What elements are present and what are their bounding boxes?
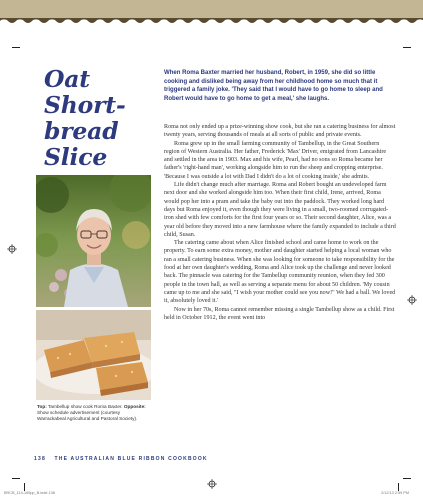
- page-number: 138: [34, 456, 46, 462]
- crop-mark: [12, 47, 20, 48]
- photo-caption: [37, 404, 149, 422]
- title-line: bread: [44, 117, 119, 145]
- body-paragraph: Roma grew up in the small farming community of Tambellup, in the Great Southern region of Western Australia. Her father, Frederick 'Max' Driver, emigrated from Lancashire and settled in the area in 1903. Max and his wife, Pearl, had no sons so Roma became her father's 'right-hand man', working alongside him to run the sheep and cropping enterprise. 'Because I was outside a lot with Dad I didn't do a lot of cooking inside,' she admits.: [164, 140, 387, 180]
- body-paragraph: The catering came about when Alice finished school and came home to work on the property. To earn some extra money, mother and daughter started helping a local woman who ran a small catering business. When she was looking for someone to take responsibility for the food at her own daughter's wedding, Roma and Alice took up the challenge and never looked back. The pinnacle was catering for the Tambellup community reunion, when they fed 300 people in the town hall, as well as serving a separate menu for about 50 children. 'My cousin came up to me and she said, "I wish your mother could see you now!" We had a ball. We loved it, absolutely loved it.': [164, 240, 396, 305]
- caption-text: Show schedule advertisement (courtesy Warrackabeal Agricultural and Pastoral Society).: [37, 410, 138, 422]
- article-body: [164, 123, 396, 322]
- registration-mark-icon: [207, 479, 217, 489]
- crop-mark: [398, 483, 399, 491]
- body-paragraph: Now in her 70s, Roma cannot remember missing a single Tambellup show as a child. First held in October 1912, the event went into: [164, 306, 395, 321]
- recipe-title: [44, 66, 148, 170]
- crop-mark: [403, 478, 411, 479]
- title-line: Oat: [44, 65, 90, 93]
- slug-filename: BRCB_114-165pp_B.indd 138: [4, 491, 55, 495]
- decorative-top-border: [0, 0, 423, 30]
- print-slug: [4, 491, 419, 495]
- caption-lead: Opposite:: [123, 404, 146, 409]
- slug-timestamp: 2/12/13 2:59 PM: [381, 491, 409, 495]
- crop-mark: [12, 478, 20, 479]
- caption-lead: Top:: [37, 404, 47, 409]
- portrait-photo: [36, 175, 151, 307]
- book-title: THE AUSTRALIAN BLUE RIBBON COOKBOOK: [54, 456, 208, 462]
- page-footer: [34, 456, 208, 462]
- body-paragraph: Life didn't change much after marriage. Roma and Robert bought an undeveloped farm next door and she worked alongside him too. When their first child, Irene, arrived, Roma would pop her into a pram and take the baby out into the paddock. They worked long hard days but Roma enjoyed it, even though they were living in a small, two-roomed corrugated-iron shed with few comforts for the first four years or so. Their second daughter, Alice, was a year old before they moved into a new farmhouse where the family expanded to include a third child, Susan.: [164, 182, 396, 238]
- caption-text: Tambellup show cook Roma Baxter.: [46, 404, 124, 409]
- crop-mark: [24, 483, 25, 491]
- body-paragraph: Roma not only ended up a prize-winning show cook, but she ran a catering business for almost twenty years, serving thousands of meals at all sorts of public and private events.: [164, 124, 396, 139]
- registration-mark-icon: [7, 244, 17, 254]
- title-line: Slice: [44, 143, 108, 171]
- shortbread-photo: [36, 310, 151, 400]
- title-line: Short-: [44, 91, 126, 119]
- crop-mark: [403, 47, 411, 48]
- registration-mark-icon: [407, 295, 417, 305]
- intro-paragraph: When Roma Baxter married her husband, Robert, in 1959, she did so little cooking and disliked being away from her childhood home so much that it triggered a family joke. 'They said that I would have to go home to sleep and Robert would have to go home to get a meal,' she laughs.: [164, 70, 383, 102]
